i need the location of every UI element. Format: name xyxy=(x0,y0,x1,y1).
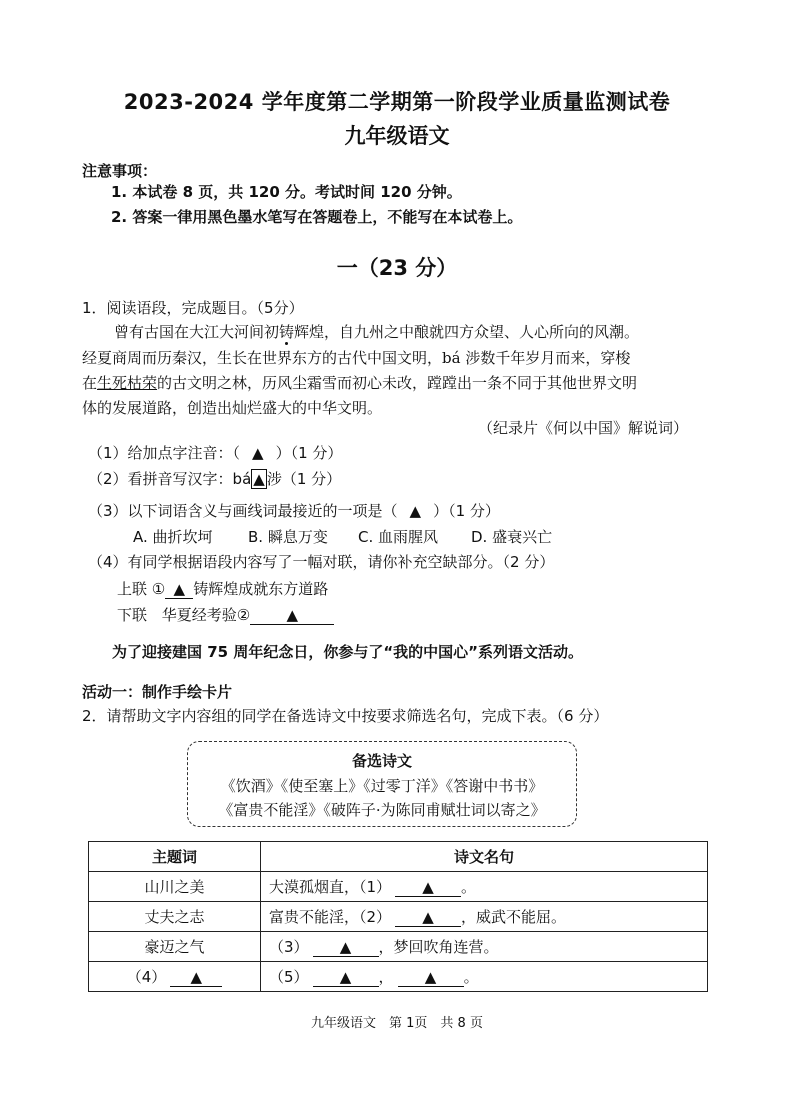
header-lines: 诗文名句 xyxy=(261,842,708,872)
poem-box-title: 备选诗文 xyxy=(351,752,412,770)
couplet-lower xyxy=(117,604,334,625)
cell-text: 富贵不能淫，（2） xyxy=(269,908,392,926)
table-row xyxy=(89,872,708,902)
poem-selection-box xyxy=(187,741,577,827)
activity-intro: 为了迎接建国 75 周年纪念日，你参与了“我的中国心”系列语文活动。 xyxy=(112,643,584,661)
answer-blank: ▲ xyxy=(409,502,422,520)
q1-sub1 xyxy=(88,442,342,463)
answer-blank: ▲ xyxy=(395,909,461,927)
para-text: 曾有古国在大江大河间初 xyxy=(114,323,280,341)
q1-sub3 xyxy=(88,500,500,521)
theme-cell: 山川之美 xyxy=(89,872,261,902)
option-c: C. 血雨腥风 xyxy=(358,528,439,546)
q2-prompt: 2．请帮助文字内容组的同学在备选诗文中按要求筛选名句，完成下表。（6 分） xyxy=(82,707,609,725)
table-header-row xyxy=(89,842,708,872)
para-text: 的古文明之林，历风尘霜雪而初心未改，蹚蹚出一条不同于其他世界文明 xyxy=(157,374,638,392)
cell-text: （5） xyxy=(269,968,309,986)
cell-text: 。 xyxy=(463,968,479,986)
q1-para-line-4: 体的发展道路，创造出灿烂盛大的中华文明。 xyxy=(82,399,383,417)
cell-text: 。 xyxy=(461,878,477,896)
lines-cell xyxy=(261,872,708,902)
notice-item-2: 2. 答案一律用黑色墨水笔写在答题卷上，不能写在本试卷上。 xyxy=(111,208,523,226)
q1-sub4: （4）有同学根据语段内容写了一幅对联，请你补充空缺部分。（2 分） xyxy=(88,553,555,571)
option-d: D. 盛衰兴亡 xyxy=(471,528,553,546)
q1-para-line-3 xyxy=(82,372,637,393)
answer-blank: ▲ xyxy=(313,939,379,957)
lines-cell xyxy=(261,932,708,962)
theme-cell: 豪迈之气 xyxy=(89,932,261,962)
sub-text: （2）看拼音写汉字：bá xyxy=(88,470,252,488)
couplet-label: 上联 xyxy=(117,580,148,598)
answer-blank: ▲ xyxy=(170,969,222,987)
exam-subtitle: 九年级语文 xyxy=(344,124,450,148)
exam-title: 2023-2024 学年度第二学期第一阶段学业质量监测试卷 xyxy=(123,90,671,114)
page-footer: 九年级语文 第 1页 共 8 页 xyxy=(311,1016,483,1031)
couplet-upper xyxy=(117,578,328,599)
sub-text: 涉（1 分） xyxy=(266,470,342,488)
answer-blank: ▲ xyxy=(395,879,461,897)
notice-label: 注意事项： xyxy=(82,162,158,180)
option-b: B. 瞬息万变 xyxy=(248,528,328,546)
cell-text: （4） xyxy=(126,968,167,986)
answer-blank: ▲ xyxy=(250,607,334,625)
couplet-num: ① xyxy=(151,580,166,598)
answer-blank: ▲ xyxy=(252,444,264,462)
q1-sub2 xyxy=(88,468,341,489)
cell-text: 大漠孤烟直，（1） xyxy=(269,878,392,896)
sub-text: ）（1 分） xyxy=(275,444,343,462)
sub-text: ）（1 分） xyxy=(433,502,500,520)
q1-para-line-2: 经夏商周而历秦汉，生长在世界东方的古代中国文明，bá 涉数千年岁月而来，穿梭 xyxy=(82,349,631,367)
table-row xyxy=(89,962,708,992)
cell-text: （3） xyxy=(269,938,309,956)
q1-prompt: 1．阅读语段，完成题目。（5分） xyxy=(82,299,304,317)
dotted-char: 铸 xyxy=(279,323,295,341)
q1-source: （纪录片《何以中国》解说词） xyxy=(478,419,689,437)
section-title: 一（23 分） xyxy=(336,256,458,280)
table-row xyxy=(89,932,708,962)
cell-text: ， xyxy=(378,968,394,986)
couplet-text: 华夏经考验② xyxy=(161,606,251,624)
notice-item-1: 1. 本试卷 8 页，共 120 分。考试时间 120 分钟。 xyxy=(111,183,462,201)
couplet-text: 铸辉煌成就东方道路 xyxy=(193,580,329,598)
answer-blank: ▲ xyxy=(398,969,464,987)
para-text: 在 xyxy=(82,374,98,392)
couplet-label: 下联 xyxy=(117,606,148,624)
lines-cell xyxy=(261,902,708,932)
cell-text: ，梦回吹角连营。 xyxy=(378,938,499,956)
q1-para-line-1 xyxy=(114,321,639,342)
table-row xyxy=(89,902,708,932)
sub-text: （1）给加点字注音：（ xyxy=(88,444,241,462)
option-a: A. 曲折坎坷 xyxy=(133,528,213,546)
header-theme: 主题词 xyxy=(89,842,261,872)
sub-text: （3）以下词语含义与画线词最接近的一项是（ xyxy=(88,502,398,520)
answer-box: ▲ xyxy=(253,470,265,488)
answer-blank: ▲ xyxy=(313,969,379,987)
theme-cell: 丈夫之志 xyxy=(89,902,261,932)
theme-cell xyxy=(89,962,261,992)
para-text: 辉煌，自九州之中酿就四方众望、人心所向的风潮。 xyxy=(294,323,640,341)
lines-cell xyxy=(261,962,708,992)
activity-1-title: 活动一：制作手绘卡片 xyxy=(82,683,233,701)
underlined-phrase: 生死枯荣 xyxy=(97,374,158,392)
answer-table xyxy=(88,841,708,992)
poem-box-line-2: 《富贵不能淫》《破阵子·为陈同甫赋壮词以寄之》 xyxy=(218,801,546,819)
poem-box-line-1: 《饮酒》《使至塞上》《过零丁洋》《答谢中书书》 xyxy=(220,777,544,795)
cell-text: ，威武不能屈。 xyxy=(461,908,567,926)
answer-blank: ▲ xyxy=(165,581,193,599)
